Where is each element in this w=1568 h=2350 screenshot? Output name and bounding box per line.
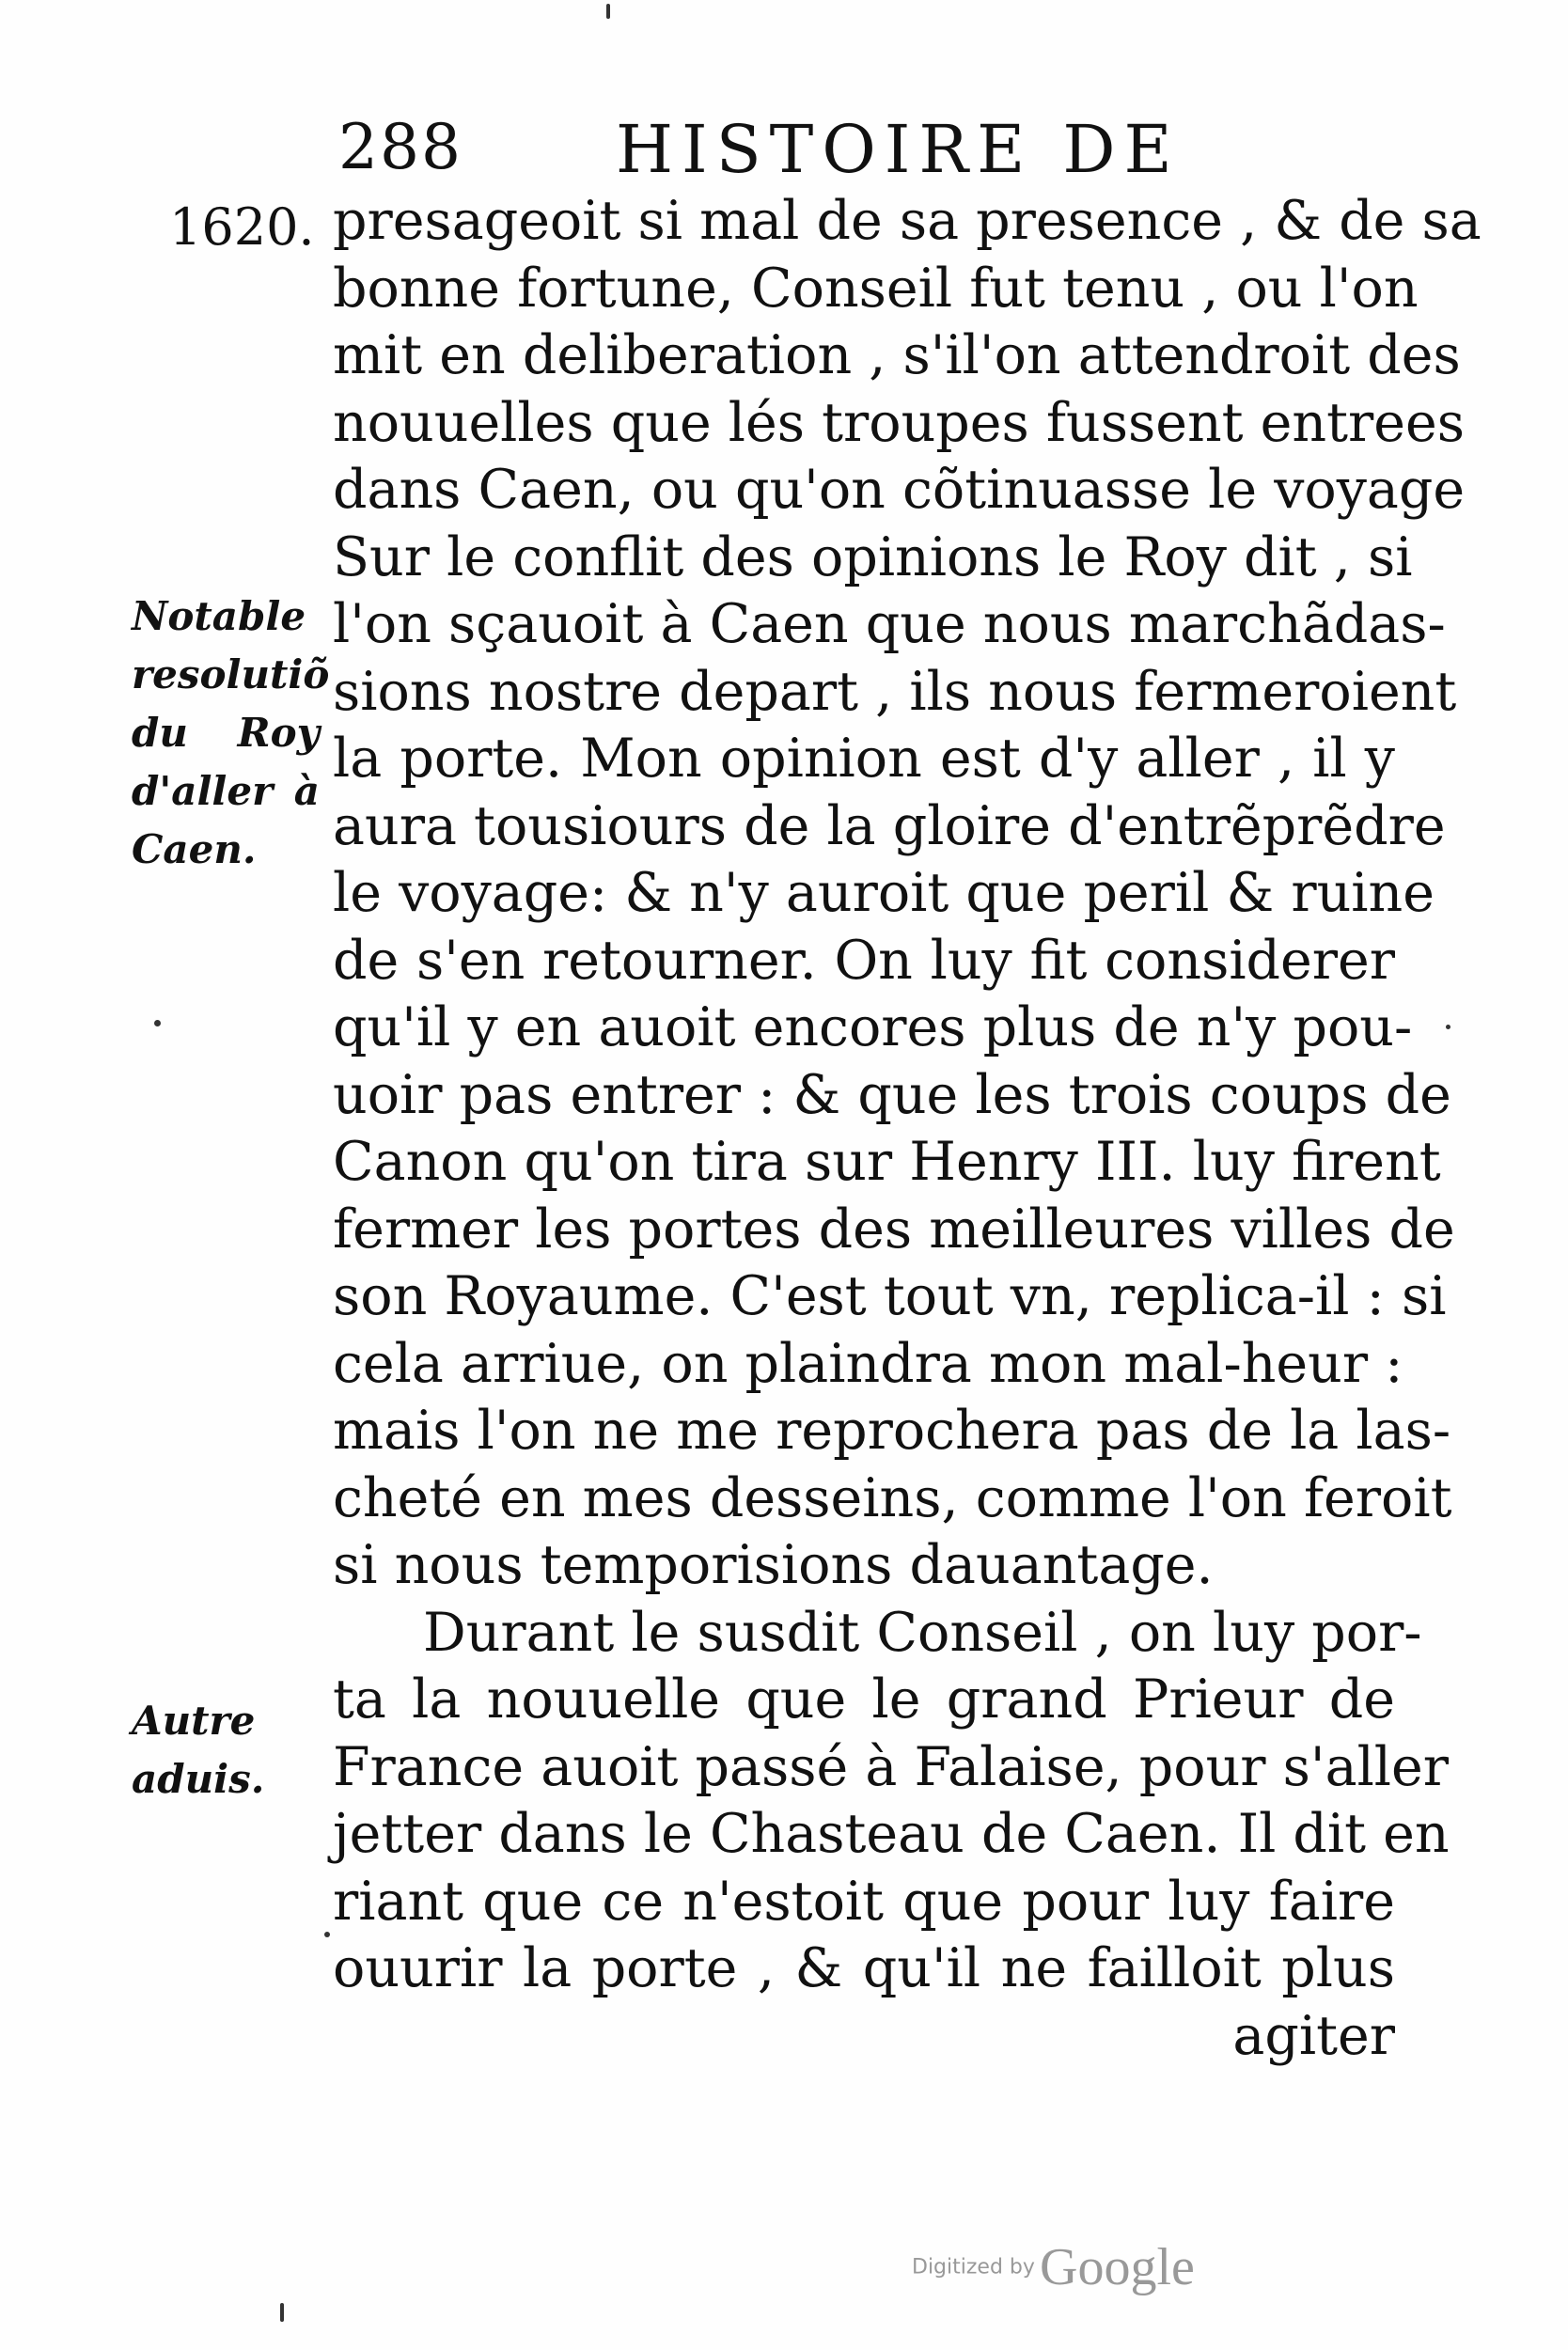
text-line: riant que ce n'estoit que pour luy faire xyxy=(333,1870,1395,1933)
text-line: presageoit si mal de sa presence , & de sa xyxy=(333,190,1482,252)
text-line: cela arriue, on plaindra mon mal-heur : xyxy=(333,1332,1403,1395)
body-text xyxy=(333,188,1482,2070)
text-line: ouurir la porte , & qu'il ne failloit plus xyxy=(333,1937,1395,1999)
ink-speck xyxy=(280,2303,284,2322)
watermark-brand: Google xyxy=(1040,2238,1195,2296)
ink-speck xyxy=(154,1020,161,1026)
sidenote-line: aduis. xyxy=(132,1756,265,1802)
text-line: son Royaume. C'est tout vn, replica-il : si xyxy=(333,1265,1447,1327)
text-line: mit en deliberation , s'il'on attendroit des xyxy=(333,324,1461,386)
digitization-watermark xyxy=(912,2237,1195,2297)
margin-year: 1620. xyxy=(169,197,315,257)
text-line: Canon qu'on tira sur Henry III. luy firent xyxy=(333,1131,1441,1193)
sidenote-line: d'aller à xyxy=(132,768,320,814)
text-line: cheté en mes desseins, comme l'on feroit xyxy=(333,1466,1452,1529)
text-line: jetter dans le Chasteau de Caen. Il dit en xyxy=(333,1803,1450,1865)
text-line: de s'en retourner. On luy fit considerer xyxy=(333,929,1395,992)
ink-speck xyxy=(324,1932,330,1937)
running-title: HISTOIRE DE xyxy=(616,111,1181,188)
sidenote-line: du Roy xyxy=(132,710,320,756)
text-line: Sur le conflit des opinions le Roy dit , si xyxy=(333,525,1413,588)
text-line: aura tousiours de la gloire d'entrẽprẽdre xyxy=(333,794,1446,857)
sidenote-line: Autre xyxy=(132,1698,256,1744)
text-line: bonne fortune, Conseil fut tenu , ou l'on xyxy=(333,257,1419,320)
text-line: l'on sçauoit à Caen que nous marchãdas- xyxy=(333,593,1446,655)
sidenote-autre-aduis xyxy=(132,1692,320,1809)
text-line: ta la nouuelle que le grand Prieur de xyxy=(333,1668,1395,1731)
text-line: mais l'on ne me reprochera pas de la las- xyxy=(333,1400,1451,1462)
text-line: le voyage: & n'y auroit que peril & ruine xyxy=(333,862,1435,924)
text-line: qu'il y en auoit encores plus de n'y pou- xyxy=(333,996,1413,1058)
text-line: uoir pas entrer : & que les trois coups de xyxy=(333,1063,1451,1126)
text-line: nouuelles que lés troupes fussent entrees xyxy=(333,391,1465,454)
text-line: la porte. Mon opinion est d'y aller , il y xyxy=(333,728,1395,790)
text-line: si nous temporisions dauantage. xyxy=(333,1534,1214,1596)
text-line: sions nostre depart , ils nous fermeroient xyxy=(333,660,1457,723)
text-line: fermer les portes des meilleures villes de xyxy=(333,1198,1455,1261)
sidenote-line: Caen. xyxy=(132,826,257,872)
catchword: agiter xyxy=(1232,2004,1395,2067)
page-number: 288 xyxy=(338,111,463,183)
sidenote-line: resolutiõ xyxy=(132,651,330,697)
text-line: dans Caen, ou qu'on cõtinuasse le voyage xyxy=(333,459,1466,521)
watermark-prefix: Digitized by xyxy=(912,2255,1035,2280)
ink-speck xyxy=(606,4,610,19)
text-line: Durant le susdit Conseil , on luy por- xyxy=(423,1601,1422,1664)
ink-speck xyxy=(1446,1025,1450,1029)
text-line: France auoit passé à Falaise, pour s'aller xyxy=(333,1735,1450,1798)
sidenote-line: Notable xyxy=(132,593,306,639)
sidenote-notable-resolution xyxy=(132,588,330,879)
